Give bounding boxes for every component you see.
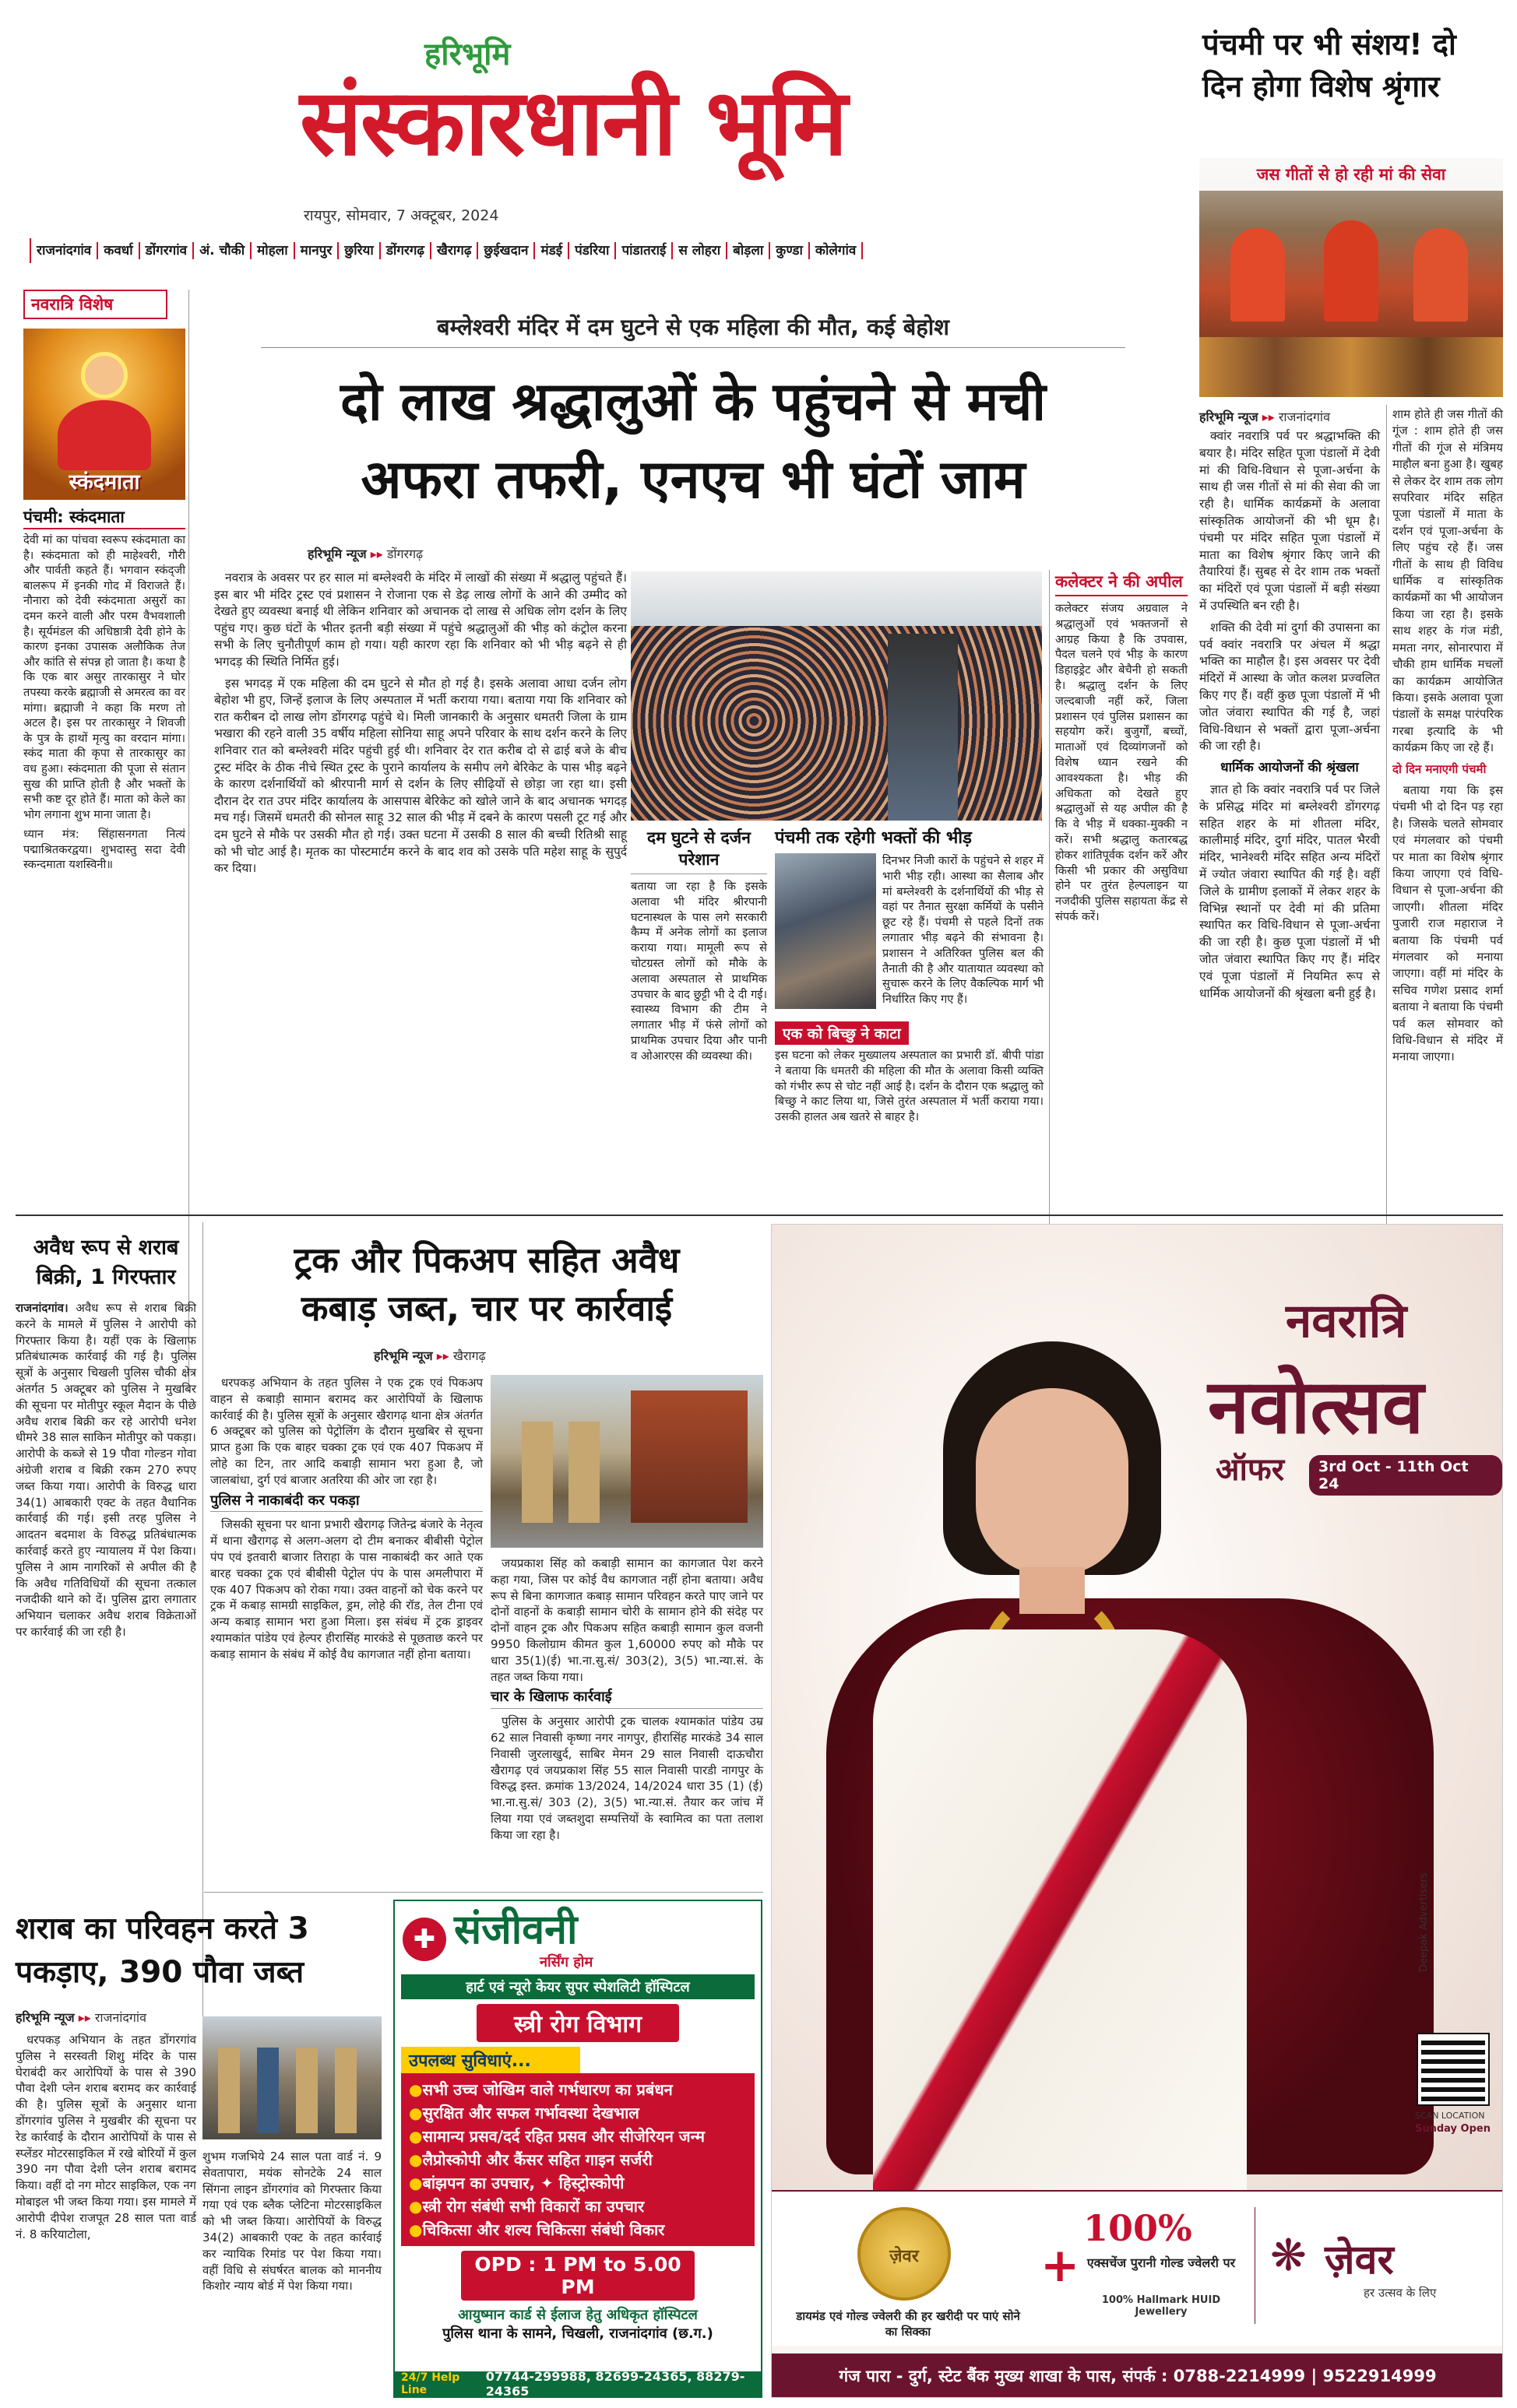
accused-figure (257, 2048, 279, 2133)
city-item[interactable]: मोहला (252, 242, 295, 259)
byline-brand: हरिभूमि न्यूज (1199, 410, 1258, 424)
city-item[interactable]: स लोहरा (673, 242, 727, 259)
exchange-text: एक्सचेंज पुरानी गोल्ड ज्वेलरी पर (1086, 2255, 1236, 2270)
lead-kicker: बम्लेश्वरी मंदिर में दम घुटने से एक महिला की मौत, कई बेहोश (437, 314, 949, 340)
facility-list (401, 2073, 755, 2246)
hallmark-text: 100% Hallmark HUID Jewellery (1101, 2294, 1221, 2318)
city-item[interactable]: छुरिया (339, 242, 381, 259)
city-item[interactable]: मानपुर (295, 242, 340, 259)
story-paragraph: बताया गया कि इस पंचमी भी दो दिन पड़ रहा है। जिसके चलते सोमवार एवं मंगलवार को पंचमी पर माता का विशेष श्रृंगार किया जाएगा एवं विधि-विधान से पूजा-अर्चना की जाएगी। शीतला मंदिर पुजारी राज महाराज ने बताया कि पंचमी पर्व मंगलवार को मनाया जाएगा। वहीं मां मंदिर के सचिव गणेश प्रसाद शर्मा बताया ने बताया कि पंचमी पर्व कल सोमवार को विधि-विधान से मंदिर में मनाया जाएगा। (1392, 782, 1503, 1064)
ad-offer: ऑफर (1216, 1452, 1285, 1488)
hospital-logo-icon: ✚ (403, 1918, 446, 1961)
story-paragraph: ध्यान मंत्र: सिंहासनगता नित्यं पद्माश्रितकरद्वया। शुभदास्तु सदा देवी स्कन्दमाता यशस्विनी॥ (23, 828, 185, 872)
liquor-headline: अवैध रूप से शराब बिक्री, 1 गिरफ्तार (33, 1236, 179, 1289)
subhead: चार के खिलाफ कार्रवाई (491, 1689, 763, 1709)
idol-figure (1324, 220, 1378, 322)
temple-photo (1199, 158, 1503, 397)
navratri-label: नवरात्रि विशेष (23, 290, 167, 319)
subhead: पुलिस ने नाकाबंदी कर पकड़ा (210, 1493, 483, 1513)
city-item[interactable]: अं. चौकी (194, 242, 252, 259)
city-item[interactable]: खैरागढ़ (431, 242, 478, 259)
subhead: धार्मिक आयोजनों की श्रृंखला (1220, 760, 1359, 776)
story-paragraph: धरपकड़ अभियान के तहत पुलिस ने एक ट्रक एवं पिकअप वाहन से कबाड़ी सामान बरामद कर आरोपियों के खिलाफ कार्रवाई की है। पुलिस सूत्रों के अनुसार खैरागढ़ थाना क्षेत्र अंतर्गत 6 अक्टूबर को पुलिस को पेट्रोलिंग के दौरान मुखबिर से सूचना प्राप्त हुआ कि एक बाहर चक्का ट्रक एवं एक 407 पिकअप में लोहे का टिन, तार आदि कबाड़ी सामान भरा हुआ है, जो जालबांधा, दुर्ग एवं बाजार अतरिया की ओर जा रहा है। (210, 1376, 483, 1487)
story-paragraph: कलेक्टर संजय अग्रवाल ने श्रद्धालुओं एवं भक्तजनों से आग्रह किया है कि उपवास, पैदल चलने एवं भीड़ के कारण डिहाइड्रेट और बेचैनी हो सकती है। श्रद्धालु दर्शन के लिए जल्दबाजी नहीं करें, जिला प्रशासन एवं पुलिस प्रशासन का सहयोग करें। बुजुर्गों, बच्चों, माताओं एवं दिव्यांगजनों को विशेष ध्यान रखने की आवश्यकता है। भीड़ की अधिकता को देखते हुए श्रद्धालुओं से यह अपील की है कि वे भीड़ में धक्का-मुक्की न करें। सभी श्रद्धालु कतारबद्ध होकर शांतिपूर्वक दर्शन करें और किसी भी प्रकार की असुविधा होने पर तुरंत हेल्पलाइन या नजदीकी पुलिस सहायता केंद्र से संपर्क करें। (1055, 602, 1188, 923)
city-item[interactable]: पंडरिया (569, 242, 616, 259)
hospital-address: पुलिस थाना के सामने, चिखली, राजनांदगांव (छ.ग.) (442, 2325, 713, 2342)
ad-offer-strip (772, 2190, 1503, 2346)
facilities-heading: उपलब्ध सुविधाएं... (401, 2047, 580, 2073)
city-item[interactable]: डोंगरगढ़ (381, 242, 431, 259)
facility-item: ● स्त्री रोग संबंधी सभी विकारों का उपचार (409, 2195, 747, 2218)
navratri-heading: पंचमी: स्कंदमाता (23, 506, 185, 529)
facility-item: ● सामान्य प्रसव/दर्द रहित प्रसव और सीजेरियन जन्म (409, 2125, 747, 2148)
officer-figure (522, 1422, 553, 1523)
byline-place: राजनांदगांव (1278, 410, 1330, 424)
city-item[interactable]: कुण्डा (770, 242, 810, 259)
truck (631, 1390, 748, 1523)
box-heading: दम घुटने से दर्जन परेशान (631, 827, 767, 874)
ad-address: गंज पारा - दुर्ग, स्टेट बैंक मुख्य शाखा के पास, संपर्क : 0788-2214999 | 9522914999 (772, 2354, 1503, 2398)
hospital-ad (393, 1900, 762, 2398)
story-paragraph: दिनभर निजी कारों के पहुंचने से शहर में भारी भीड़ रही। आस्था का सैलाब और मां बम्लेश्वरी के दर्शनार्थियों की भीड़ से वहां पर तैनात सुरक्षा कर्मियों के पसीने छूट रहे हैं। पंचमी से पहले दिनों तक लगातार भीड़ बढ़ने की संभावना है। प्रशासन ने अतिरिक्त पुलिस बल की तैनाती की है और यातायात व्यवस्था को सुचारू करने के लिए वैकल्पिक मार्ग भी निर्धारित किए गए हैं। (882, 854, 1044, 1007)
story-paragraph: ज्ञात हो कि क्वांर नवरात्रि पर्व पर जिले के प्रसिद्ध मंदिर मां बम्लेश्वरी डोंगरगढ़ सहित शहर के मां शीतला मंदिर, कालीमाई मंदिर, दुर्गा मंदिर, पातल भैरवी मंदिर, भानेश्वरी मंदिर सहित अन्य मंदिरों में ज्योत जंवारा स्थापित की गई है। वहीं जिले के ग्रामीण इलाकों में लेकर शहर के विभिन्न स्थानों पर देवी मां की प्रतिमा स्थापित कर विधि-विधान से पूजा-अर्चना की जा रही है। कुछ पूजा पंडालों में भी जोत जंवारा स्थापित किए गए हैं। मंदिर एवं पूजा पंडालों में नियमित रूप से धार्मिक आयोजनों की श्रृंखला बनी हुई है। (1199, 782, 1380, 1000)
ad-script-title: नवरात्रि (1286, 1294, 1407, 1348)
box-heading: पंचमी तक रहेगी भक्तों की भीड़ (775, 828, 972, 848)
brand-logo-icon: ❋ (1270, 2230, 1307, 2281)
story-paragraph: देवी मां का पांचवा स्वरूप स्कंदमाता का है। स्कंदमाता को ही माहेश्वरी, गौरी और पार्वती कहते हैं। भगवान स्कंद्जी बालरूप में इनकी गोद में विराजते हैं। नौनारा को देवी स्कंदमाता असुरों का दमन करने वाली और परम वैभवशाली है। सूर्यमंडल की अधिष्ठात्री देवी होने के कारण इनका उपासक अलौकिक तेज और कांति से संपन्न हो जाता है। कथा है कि एक बार असुर तारकासुर ने घोर तपस्या करके ब्रह्माजी से अमरत्व का वर मांगा। ब्रह्माजी ने कहा कि मरण तो अटल है। इस पर तारकासुर ने शिवजी के पुत्र के हाथों मृत्यु का वरदान मांगा। स्कंद माता की कृपा से तारकासुर का वध हुआ। स्कंदमाता की पूजा से संतान सुख की प्राप्ति होती है और भक्तों के सभी कष्ट दूर होते हैं। माता को केले का भोग लगाना शुभ माना जाता है। (23, 533, 185, 821)
hospital-tagline: हार्ट एवं न्यूरो केयर सुपर स्पेशलिटी हॉस्पिटल (401, 1974, 755, 1999)
city-item[interactable]: डोंगरगांव (140, 242, 194, 259)
facility-item: ● लैप्रोस्कोपी और कैंसर सहित गाइन सर्जरी (409, 2148, 747, 2171)
story-paragraph: पुलिस के अनुसार आरोपी ट्रक चालक श्यामकांत पांडेय उम्र 62 साल निवासी कृष्णा नगर नागपुर, हीरासिंह मारकंडे 34 साल निवासी जुरलाखुर्द, साबिर मेमन 29 साल निवासी दाऊचौरा खैरागढ़ एवं जयप्रकाश सिंह 55 साल निवासी पारडी नागपुर के विरुद्ध इस्त. क्रमांक 13/2024, 14/2024 धारा 35 (1) (ई) भा.ना.सु.सं/ 303 (2), 3(5) भा.न्या.सं. तैयार कर जांच में लिया गया एवं जब्तशुदा सम्पत्तियों के स्वामित्व का पता तलाश किया जा रहा है। (491, 1714, 763, 1842)
ad-main-title: नवोत्सव (1208, 1362, 1424, 1450)
byline-brand: हरिभूमि न्यूज (16, 2010, 75, 2025)
scan-label: SCAN LOCATION (1415, 2111, 1485, 2121)
officer-figure (568, 1422, 600, 1523)
sidebar-heading: कलेक्टर ने की अपील (1055, 571, 1188, 596)
transport-story: शराब का परिवहन करते 3 पकड़ाए, 390 पौवा जब्त हरिभूमि न्यूज ▸▸ राजनांदगांव धरपकड़ अभियान के तहत डोंगरगांव पुलिस ने सरस्वती शिशु मंदिर के पास घेराबंदी कर आरोपियों के पास से 390 पौवा देशी प्लेन शराब बरामद कर कार्रवाई की है। पुलिस सूत्रों के अनुसार थाना डोंगरगांव पुलिस ने मुखबीर की सूचना पर रेड कार्रवाई के दौरान आरोपियों के पास से स्प्लेंडर मोटरसाइकिल में रखे बोरियों में कुल 390 नग पौवा देशी प्लेन शराब बरामद किया। वहीं दो नग मोटर साइकिल, एक नग मोबाइल भी जब्त किया गया। इस मामले में आरोपी दीपेश राजपूत 28 साल पता वार्ड नं. 8 करियाटोला, शुभम गजभिये 24 साल पता वार्ड नं. 9 सेवतापारा, मयंक सोनटेके 24 साल सिंगना लाइन डोंगरगांव को गिरफ्तार किया गया एवं एक ब्लैक प्लेटिना मोटरसाइकिल को भी जब्त किया। आरोपियों के विरुद्ध 34(2) आबकारी एक्ट के तहत कार्रवाई कर न्यायिक रिमांड पर पेश किया गया। वहीं विधि से संघर्षरत बालक को माननीय किशोर न्याय बोर्ड में पेश किया गया। (16, 1907, 382, 2390)
ad-dates: 3rd Oct - 11th Oct 24 (1309, 1455, 1502, 1496)
person-figure (888, 634, 958, 821)
story-paragraph: जयप्रकाश सिंह को कबाड़ी सामान का कागजात पेश करने कहा गया, जिस पर कोई वैध कागजात नहीं होना बताया। अवैध रूप से बिना कागजात कबाड़ सामान परिवहन करते पाए जाने पर दोनों वाहनों के कबाड़ी सामान चोरी के सामान होने की संदेह पर दोनों वाहन ट्रक और पिकअप सहित कबाड़ी सामान कुल वजनी 9950 किलोग्राम कीमत कुल 1,60000 रुपए को मौके पर धारा 35(1)(ई) भा.ना.सु.सं/ 303(2), 3(5) भा.न्या.सं. के तहत जब्त किया गया। (491, 1556, 763, 1684)
ayushman-text: आयुष्मान कार्ड से ईलाज हेतु अधिकृत हॉस्पिटल (458, 2307, 698, 2323)
story-paragraph: शक्ति की देवी मां दुर्गा की उपासना का पर्व क्वांर नवरात्रि पर अंचल में श्रद्धा भक्ति का माहौल है। इस अवसर पर देवी मंदिरों में आस्था के जोत कलश प्रज्वलित किए गए हैं। वहीं कुछ पूजा पंडालों में भी जोत जंवारा स्थापित की गई है, जहां विधि-विधान से भक्तों द्वारा पूजा-अर्चना की जा रही है। (1199, 620, 1380, 754)
brand-tagline: हर उत्सव के लिए (1364, 2286, 1437, 2300)
city-item[interactable]: पांडातराई (616, 242, 673, 259)
crowd-photo-sky (631, 571, 1042, 626)
officer-figure (335, 2048, 357, 2133)
ad-credit: Deepak Advertisers (1418, 1872, 1430, 1972)
city-item[interactable]: राजनांदगांव (31, 242, 98, 259)
scrap-headline-1: ट्रक और पिकअप सहित अवैध (294, 1239, 680, 1281)
byline-place: खैरागढ़ (452, 1348, 486, 1363)
helpline-numbers: 07744-299988, 82699-24365, 88279-24365 (485, 2369, 745, 2399)
lead-headline-2: अफरा तफरी, एनएच भी घंटों जाम (361, 449, 1026, 511)
idol-figure (1413, 228, 1468, 322)
hospital-name: संजीवनी (454, 1907, 578, 1953)
top-right-headline: पंचमी पर भी संशय! दो दिन होगा विशेष श्रृंगार (1202, 27, 1456, 104)
lead-headline-1: दो लाख श्रद्धालुओं के पहुंचने से मची (340, 371, 1047, 433)
city-item[interactable]: मंडई (535, 242, 569, 259)
facility-item: ● सुरक्षित और सफल गर्भावस्था देखभाल (409, 2101, 747, 2125)
coin-text: डायमंड एवं गोल्ड ज्वेलरी की हर खरीदी पर पाएं सोने का सिक्का (796, 2309, 1020, 2339)
masthead-title: संस्कारधानी भूमि (300, 69, 846, 176)
hospital-subtitle: नर्सिंग होम (540, 1954, 593, 1970)
gold-coin (857, 2207, 951, 2301)
story-paragraph: नवरात्र के अवसर पर हर साल मां बम्लेश्वरी के मंदिर में लाखों की संख्या में श्रद्धालु पहुंचते हैं। इस बार भी मंदिर ट्रस्ट एवं प्रशासन ने रोजाना एक से डेढ़ लाख लोगों के आने की उम्मीद को देखते हुए व्यवस्था बनाई थी लेकिन शनिवार को अचानक दो लाख से अधिक लोग दर्शन के लिए पहुंच गए। कुछ घंटों के भीतर इतनी बड़ी संख्या में पहुंचे श्रद्धालुओं की भीड़ को कंट्रोल करना सभी के लिए चुनौतीपूर्ण काम हो गया। यही कारण रहा कि शनिवार को भी भीड़ बढ़ने से ही भगदड़ की स्थिति निर्मित हुई। (214, 571, 627, 669)
city-nav (30, 238, 1174, 263)
coin-brand: ज़ेवर (889, 2247, 919, 2266)
scrap-story: ट्रक और पिकअप सहित अवैध कबाड़ जब्त, चार पर कार्रवाई हरिभूमि न्यूज ▸▸ खैरागढ़ धरपकड़ अभियान के तहत पुलिस ने एक ट्रक एवं पिकअप वाहन से कबाड़ी सामान बरामद कर आरोपियों के खिलाफ कार्रवाई की है। पुलिस सूत्रों के अनुसार खैरागढ़ थाना क्षेत्र अंतर्गत 6 अक्टूबर को पुलिस को पेट्रोलिंग के दौरान मुखबिर से सूचना प्राप्त हुआ कि एक बाहर चक्का ट्रक एवं एक 407 पिकअप में लोहे का टिन, तार आदि कबाड़ी सामान भरा हुआ है, जो जालबांधा, दुर्ग एवं बाजार अतरिया की ओर जा रहा है। पुलिस ने नाकाबंदी कर पकड़ा जिसकी सूचना पर थाना प्रभारी खैरागढ़ जितेन्द्र बंजारे के नेतृत्व में थाना खैरागढ़ से अलग-अलग दो टीम बनाकर बीबीसी पेट्रोल पंप एवं इतवारी बाजार तिराहा के पास नाकाबंदी कर आते एक बारह चक्का ट्रक एवं बीबीसी पेट्रोल पंप के पास अमलीपारा में एक 407 पिकअप को रोका गया। उक्त वाहनों को चेक करने पर ट्रक में कबाड़ सामग्री साइकिल, ड्रम, लोहे की रॉड, तेल टीना एवं अन्य कबाड़ सामान भरा हुआ मिला। इस संबंध में ट्रक ड्राइवर श्यामकांत पांडेय एवं हेल्पर हीरासिंह मारकंडे से पूछताछ करने पर कबाड़ सामान के संबंध में कोई वैध कागजात नहीं होना बताया। जयप्रकाश सिंह को कबाड़ी सामान का कागजात पेश करने कहा गया, जिस पर कोई वैध कागजात नहीं होना बताया। अवैध रूप से बिना कागजात कबाड़ सामान परिवहन करते पाए जाने पर दोनों वाहनों के कबाड़ी सामान चोरी के सामान होने की संदेह पर दोनों वाहन ट्रक और पिकअप सहित कबाड़ी सामान कुल वजनी 9950 किलोग्राम कीमत कुल 1,60000 रुपए को मौके पर धारा 35(1)(ई) भा.ना.सु.सं/ 303(2), 3(5) भा.न्या.सं. के तहत जब्त किया गया। चार के खिलाफ कार्रवाई पुलिस के अनुसार आरोपी ट्रक चालक श्यामकांत पांडेय उम्र 62 साल निवासी कृष्णा नगर नागपुर, हीरासिंह मारकंडे 34 साल निवासी जुरलाखुर्द, साबिर मेमन 29 साल निवासी दाऊचौरा खैरागढ़ एवं जयप्रकाश सिंह 55 साल निवासी पारडी नागपुर के विरुद्ध इस्त. क्रमांक 13/2024, 14/2024 धारा 35 (1) (ई) भा.ना.सु.सं/ 303 (2), 3(5) भा.न्या.सं. तैयार कर जांच में लिया गया एवं जब्तशुदा सम्पत्तियों के स्वामित्व का पता तलाश किया जा रहा है। (210, 1222, 763, 2071)
city-item[interactable]: कवर्धा (98, 242, 139, 259)
story-paragraph: इस घटना को लेकर मुख्यालय अस्पताल का प्रभारी डॉ. बीपी पांडा ने बताया कि धमतरी की महिला की मौत के अलावा किसी व्यक्ति को गंभीर रूप से चोट नहीं आई है। दर्शन के दौरान एक श्रद्धालु को बिच्छु ने काट लिया था, जिसे तुरंत अस्पताल में भर्ती कराया गया। उसकी हालत अब खतरे से बाहर है। (775, 1049, 1044, 1124)
goddess-body (58, 400, 151, 470)
story-paragraph: जिसकी सूचना पर थाना प्रभारी खैरागढ़ जितेन्द्र बंजारे के नेतृत्व में थाना खैरागढ़ से अलग-अलग दो टीम बनाकर बीबीसी पेट्रोल पंप एवं इतवारी बाजार तिराहा के पास नाकाबंदी कर आते एक बारह चक्का ट्रक एवं बीबीसी पेट्रोल पंप के पास अमलीपारा में एक 407 पिकअप को रोका गया। उक्त वाहनों को चेक करने पर ट्रक में कबाड़ सामग्री साइकिल, ड्रम, लोहे की रॉड, तेल टीना एवं अन्य कबाड़ सामान भरा हुआ मिला। इस संबंध में ट्रक ड्राइवर श्यामकांत पांडेय एवं हेल्पर हीरासिंह मारकंडे से पूछताछ करने पर कबाड़ सामान के संबंध में कोई वैध कागजात नहीं होना बताया। (210, 1517, 483, 1661)
story-paragraph: अवैध रूप से शराब बिक्री करने के मामले में पुलिस ने आरोपी को गिरफ्तार किया है। यहीं एक के खिलाफ प्रतिबंधात्मक कार्रवाई की गई है। पुलिस सूत्रों के अनुसार चिखली पुलिस चौकी क्षेत्र अंतर्गत 5 अक्टूबर को पुलिस ने मुखबिर की सूचना पर मोतीपुर स्कूल मैदान के पीछे अवैध शराब बिक्री कर रहे आरोपी धनेश धीमरे 38 साल साकिन मोतीपुर को पकड़ा। आरोपी के कब्जे से 19 पौवा गोल्डन गोवा अंग्रेजी शराब व बिक्री रकम 270 रुपए जब्त किया गया। आरोपी के विरुद्ध धारा 34(1) आबकारी एक्ट के तहत वैधानिक कार्रवाई की गई। इसी तरह पुलिस ने आदतन बदमाश के विरुद्ध प्रतिबंधात्मक कार्रवाई करते हुए न्यायालय में पेश किया। पुलिस ने आम नागरिकों से अपील की है कि अवैध गतिविधियों की सूचना तत्काल नजदीकी थाने को दें। पुलिस द्वारा लगातार अभियान चलाकर अवैध शराब विक्रेताओं पर कार्रवाई की जा रही है। (16, 1301, 196, 1639)
top-right-story: पंचमी पर भी संशय! दो दिन होगा विशेष श्रृंगार जस गीतों से हो रही मां की सेवा हरिभूमि न्यूज ▸▸ राजनांदगांव क्वांर नवरात्रि पर्व पर श्रद्धाभक्ति की बयार है। मंदिर सहित पूजा पंडालों में देवी मां की विधि-विधान से पूजा-अर्चना के साथ ही जस गीतों से मां की सेवा की जा रही है। धार्मिक कार्यक्रमों के अलावा सांस्कृतिक आयोजनों की भी धूम है। पंचमी पर मंदिर सहित पूजा पंडालों में माता का विशेष श्रृंगार किए जाने की तैयारियां हैं। सुबह से देर शाम तक भक्तों का मंदिरों एवं पूजा पंडालों में बड़ी संख्या में उपस्थिति बन रही है। शक्ति की देवी मां दुर्गा की उपासना का पर्व क्वांर नवरात्रि पर अंचल में श्रद्धा भक्ति का माहौल है। इस अवसर पर देवी मंदिरों में आस्था के जोत कलश प्रज्वलित किए गए हैं। वहीं कुछ पूजा पंडालों में भी जोत जंवारा स्थापित की गई है, जहां विधि-विधान से भक्तों द्वारा पूजा-अर्चना की जा रही है। धार्मिक आयोजनों की श्रृंखला ज्ञात हो कि क्वांर नवरात्रि पर्व पर जिले के प्रसिद्ध मंदिर मां बम्लेश्वरी डोंगरगढ़ सहित शहर के मां शीतला मंदिर, कालीमाई मंदिर, दुर्गा मंदिर, पातल भैरवी मंदिर, भानेश्वरी मंदिर सहित अन्य मंदिरों में ज्योत जंवारा स्थापित की गई है। वहीं जिले के ग्रामीण इलाकों में लेकर शहर के विभिन्न स्थानों पर देवी मां की प्रतिमा स्थापित कर विधि-विधान से पूजा-अर्चना की जा रही है। कुछ पूजा पंडालों में भी जोत जंवारा स्थापित किए गए हैं। मंदिर एवं पूजा पंडालों में नियमित रूप से धार्मिक आयोजनों की श्रृंखला बनी हुई है। शाम होते ही जस गीतों की गूंज : शाम होते ही जस गीतों की गूंज से मंत्रिमय माहौल बना हुआ है। खुबह से लेकर देर शाम तक लोग सपरिवार मंदिर सहित पूजा पंडालों में माता के दर्शन एवं पूजा-अर्चना के लिए पहुंच रहे हैं। जस गीतों के साथ ही विविध धार्मिक व सांस्कृतिक कार्यक्रमों का भी आयोजन किया जा रहा है। इसके साथ शहर के गंज मंडी, ममता नगर, सोनारपारा में चौकी हाम धार्मिक मचलों का कार्यक्रम आयोजित किया। इसके अलावा पूजा पंडालों के समक्ष पारंपरिक गरबा इत्यादि के भी कार्यक्रम किए जा रहे हैं। दो दिन मनाएगी पंचमी बताया गया कि इस पंचमी भी दो दिन पड़ रहा है। जिसके चलते सोमवार एवं मंगलवार को पंचमी पर माता का विशेष श्रृंगार किया जाएगा एवं विधि-विधान से पूजा-अर्चना की जाएगी। शीतला मंदिर पुजारी राज महाराज ने बताया कि पंचमी पर्व मंगलवार को मनाया जाएगा। वहीं मां मंदिर के सचिव गणेश प्रसाद शर्मा बताया ने बताया कि पंचमी पर्व कल सोमवार को विधि-विधान से मंदिर में मनाया जाएगा। (1199, 16, 1503, 1394)
city-item[interactable]: कोलेगांव (810, 242, 863, 259)
lead-story: बम्लेश्वरी मंदिर में दम घुटने से एक महिला की मौत, कई बेहोश दो लाख श्रद्धालुओं के पहुंचने से मची अफरा तफरी, एनएच भी घंटों जाम हरिभूमि न्यूज ▸▸ डोंगरगढ़ नवरात्र के अवसर पर हर साल मां बम्लेश्वरी के मंदिर में लाखों की संख्या में श्रद्धालु पहुंचते हैं। इस बार भी मंदिर ट्रस्ट एवं प्रशासन ने रोजाना एक से डेढ़ लाख लोगों के आने की उम्मीद को देखते हुए व्यवस्था बनाई थी लेकिन शनिवार को अचानक दो लाख से अधिक लोग दर्शन के लिए पहुंच गए। कुछ घंटों के भीतर इतनी बड़ी संख्या में पहुंचे श्रद्धालुओं की भीड़ को कंट्रोल करना सभी के लिए चुनौतीपूर्ण काम हो गया। यही कारण रहा कि शनिवार को भी भीड़ बढ़ने से ही भगदड़ की स्थिति निर्मित हुई। इस भगदड़ में एक महिला की दम घुटने से मौत हो गई है। इसके अलावा आधा दर्जन लोग बेहोश भी हुए, जिन्हें इलाज के लिए अस्पताल में भर्ती कराया गया। बताया गया कि शनिवार को रात करीबन दो लाख लोग डोंगरगढ़ पहुंचे थे। मिली जानकारी के अनुसार धमतरी जिला के ग्राम भखारा की रहने वाली 35 वर्षीय महिला सोनिया साहू अपने परिवार के साथ दर्शन करने के लिए शनिवार रात को बम्लेश्वरी मंदिर पहुंची हुई थी। शनिवार देर रात करीब दो से ढाई बजे के बीच ट्रस्ट मंदिर के ठीक नीचे स्थित ट्रस्ट के पुराने कार्यालय के समीप लगे बेरिकेट के पास भीड़ बढ़ने के कारण दर्शनार्थियों को श्रीरपानी मार्ग से दर्शन के लिए सीढ़ियों से छोड़ा जा रहा था। इसी दौरान देर रात उपर मंदिर कार्यालय के आसपास बेरिकेट को खोले जाने के बाद अचानक भगदड़ मच गई। जिसमें धमतरी की सोनल साहू 32 साल की भीड़ में दबने के कारण पसली टूट गई और दम घुटने से मौके पर उसकी मौत हो गई। उक्त घटना में उसकी 8 साल की बच्ची रितिश्री साहू को भी चोट आई है। मृतक का पोस्टमार्टम करने के बाद शव को उसके पति महेश साहू के सुपुर्द कर दिया। कलेक्टर ने की अपील कलेक्टर संजय अग्रवाल ने श्रद्धालुओं एवं भक्तजनों से आग्रह किया है कि उपवास, पैदल चलने एवं भीड़ के कारण डिहाइड्रेट और बेचैनी हो सकती है। श्रद्धालु दर्शन के लिए जल्दबाजी नहीं करें, जिला प्रशासन एवं पुलिस प्रशासन का सहयोग करें। बुजुर्गों, बच्चों, माताओं एवं दिव्यांगजनों को विशेष ध्यान रखने की आवश्यकता है। भीड़ की अधिकता को देखते हुए श्रद्धालुओं से यह अपील की है कि वे भीड़ में धक्का-मुक्की न करें। सभी श्रद्धालु कतारबद्ध होकर शांतिपूर्वक दर्शन करें और किसी भी प्रकार की असुविधा होने पर तुरंत हेल्पलाइन या नजदीकी पुलिस सहायता केंद्र से संपर्क करें। दम घुटने से दर्जन परेशान बताया जा रहा है कि इसके अलावा भी मंदिर श्रीरपानी घटनास्थल के पास लगे सरकारी कैम्प में अनेक लोगों का इलाज कराया गया। मामूली रूप से चोटग्रस्त लोगों को मौके के अलावा अस्पताल से प्राथमिक उपचार के बाद छुट्टी भी दे दी गई। स्वास्थ्य विभाग की टीम ने लगातार भीड़ में फंसे लोगों को प्राथमिक उपचार दिया और पानी व ओआरएस की व्यवस्था की। पंचमी तक रहेगी भक्तों की भीड़ दिनभर निजी कारों के पहुंचने से शहर में भारी भीड़ रही। आस्था का सैलाब और मां बम्लेश्वरी के दर्शनार्थियों की भीड़ से वहां पर तैनात सुरक्षा कर्मियों के पसीने छूट रहे हैं। पंचमी से पहले दिनों तक लगातार भीड़ बढ़ने की संभावना है। प्रशासन ने अतिरिक्त पुलिस बल की तैनाती की है और यातायात व्यवस्था को सुचारू करने के लिए वैकल्पिक मार्ग भी निर्धारित किए गए हैं। एक को बिच्छु ने काटा इस घटना को लेकर मुख्यालय अस्पताल का प्रभारी डॉ. बीपी पांडा ने बताया कि धमतरी की महिला की मौत के अलावा किसी व्यक्ति को गंभीर रूप से चोट नहीं आई है। दर्शन के दौरान एक श्रद्धालु को बिच्छु ने काट लिया था, जिसे तुरंत अस्पताल में भर्ती कराया गया। उसकी हालत अब खतरे से बाहर है। (199, 290, 1188, 1395)
story-paragraph: शाम होते ही जस गीतों की गूंज : शाम होते ही जस गीतों की गूंज से मंत्रिमय माहौल बना हुआ है। खुबह से लेकर देर शाम तक लोग सपरिवार मंदिर सहित पूजा पंडालों में माता के दर्शन एवं पूजा-अर्चना के लिए पहुंच रहे हैं। जस गीतों के साथ ही विविध धार्मिक व सांस्कृतिक कार्यक्रमों का भी आयोजन किया जा रहा है। इसके साथ शहर के गंज मंडी, ममता नगर, सोनारपारा में चौकी हाम धार्मिक मचलों का कार्यक्रम आयोजित किया। इसके अलावा पूजा पंडालों के समक्ष पारंपरिक गरबा इत्यादि के भी कार्यक्रम किए जा रहे हैं। (1392, 407, 1503, 755)
story-paragraph: क्वांर नवरात्रि पर्व पर श्रद्धाभक्ति की बयार है। मंदिर सहित पूजा पंडालों में देवी मां की विधि-विधान से पूजा-अर्चना के साथ ही जस गीतों से मां की सेवा की जा रही है। धार्मिक कार्यक्रमों के अलावा सांस्कृतिक आयोजनों की भी धूम है। पंचमी पर मंदिर सहित पूजा पंडालों में माता का विशेष श्रृंगार किए जाने की तैयारियां हैं। सुबह से देर शाम तक भक्तों का मंदिरों एवं पूजा पंडालों में बड़ी संख्या में उपस्थिति बन रही है। (1199, 429, 1380, 613)
byline-brand: हरिभूमि न्यूज (308, 547, 367, 561)
arrest-photo (202, 2016, 382, 2139)
hospital-dept: स्त्री रोग विभाग (477, 2004, 679, 2042)
plus-icon: + (1040, 2238, 1080, 2293)
qr-code[interactable] (1418, 2034, 1488, 2104)
idol-figure (1230, 228, 1285, 322)
dateline: रायपुर, सोमवार, 7 अक्टूबर, 2024 (304, 207, 499, 224)
facility-item: ● सभी उच्च जोखिम वाले गर्भधारण का प्रबंधन (409, 2078, 747, 2101)
goddess-name: स्कंदमाता (69, 470, 140, 494)
opd-timing: OPD : 1 PM to 5.00 PM (461, 2251, 695, 2301)
box-heading: एक को बिच्छु ने काटा (775, 1021, 909, 1045)
masthead (23, 16, 1176, 265)
facility-item: ● बांझपन का उपचार, ✦ हिस्ट्रोस्कोपी (409, 2171, 747, 2195)
goddess-face (81, 352, 128, 399)
facility-item: ● चिकित्सा और शल्य चिकित्सा संबंधी विकार (409, 2218, 747, 2241)
officer-figure (218, 2048, 240, 2133)
crowd-photo (631, 571, 1042, 821)
brand-name: ज़ेवर (1325, 2236, 1394, 2283)
byline-brand: हरिभूमि न्यूज (374, 1348, 433, 1363)
helpline-label: 24/7 Help Line (401, 2371, 460, 2396)
story-paragraph: धरपकड़ अभियान के तहत डोंगरगांव पुलिस ने सरस्वती शिशु मंदिर के पास घेराबंदी कर आरोपियों के पास से 390 पौवा देशी प्लेन शराब बरामद कर कार्रवाई की है। पुलिस सूत्रों के अनुसार थाना डोंगरगांव पुलिस ने मुखबीर की सूचना पर रेड कार्रवाई के दौरान आरोपियों के पास से स्प्लेंडर मोटरसाइकिल में रखे बोरियों में कुल 390 नग पौवा देशी प्लेन शराब बरामद किया। वहीं दो नग मोटर साइकिल, एक नग मोबाइल भी जब्त किया गया। इस मामले में आरोपी दीपेश राजपूत 28 साल पता वार्ड नं. 8 करियाटोला, (16, 2033, 196, 2241)
dateline-place: राजनांदगांव। (16, 1301, 69, 1315)
jewellery-ad (771, 1224, 1503, 2398)
goddess-image (23, 329, 185, 500)
city-item[interactable]: छुईखदान (478, 242, 535, 259)
kalash-row (1199, 337, 1503, 397)
story-paragraph: शुभम गजभिये 24 साल पता वार्ड नं. 9 सेवतापारा, मयंक सोनटेके 24 साल सिंगना लाइन डोंगरगांव को गिरफ्तार किया गया एवं एक ब्लैक प्लेटिना मोटरसाइकिल को भी जब्त किया। आरोपियों के विरुद्ध 34(2) आबकारी एक्ट के तहत कार्रवाई कर न्यायिक रिमांड पर पेश किया गया। वहीं विधि से संघर्षरत बालक को माननीय किशोर न्याय बोर्ड में पेश किया गया। (202, 2150, 382, 2294)
officer-figure (296, 2048, 318, 2133)
byline-place: डोंगरगढ़ (386, 547, 424, 561)
sunday-label: Sunday Open (1415, 2123, 1491, 2135)
exchange-percent: 100% (1083, 2207, 1192, 2249)
photo-caption: जस गीतों से हो रही मां की सेवा (1199, 158, 1503, 191)
model-face (976, 1388, 1128, 1575)
model-saree (873, 1629, 1247, 2190)
story-paragraph: इस भगदड़ में एक महिला की दम घुटने से मौत हो गई है। इसके अलावा आधा दर्जन लोग बेहोश भी हुए, जिन्हें इलाज के लिए अस्पताल में भर्ती कराया गया। बताया गया कि शनिवार को रात करीबन दो लाख लोग डोंगरगढ़ पहुंचे थे। मिली जानकारी के अनुसार धमतरी जिला के ग्राम भखारा की रहने वाली 35 वर्षीय महिला सोनिया साहू अपने परिवार के साथ दर्शन करने के लिए शनिवार रात को बम्लेश्वरी मंदिर पहुंची हुई थी। शनिवार देर रात करीब दो से ढाई बजे के बीच ट्रस्ट मंदिर के ठीक नीचे स्थित ट्रस्ट के पुराने कार्यालय के समीप लगे बेरिकेट के पास भीड़ बढ़ने के कारण दर्शनार्थियों को श्रीरपानी मार्ग से दर्शन के लिए सीढ़ियों से छोड़ा जा रहा था। इसी दौरान देर रात उपर मंदिर कार्यालय के आसपास बेरिकेट को खोले जाने के बाद अचानक भगदड़ मच गई। जिसमें धमतरी की सोनल साहू 32 साल की भीड़ में दबने के कारण पसली टूट गई और दम घुटने से मौके पर उसकी मौत हो गई। उक्त घटना में उसकी 8 साल की बच्ची रितिश्री साहू को भी चोट आई है। मृतक का पोस्टमार्टम करने के बाद शव को उसके पति महेश साहू के सुपुर्द कर दिया। (214, 676, 627, 876)
queue-photo (775, 853, 876, 1009)
story-paragraph: बताया जा रहा है कि इसके अलावा भी मंदिर श्रीरपानी घटनास्थल के पास लगे सरकारी कैम्प में अनेक लोगों का इलाज कराया गया। मामूली रूप से चोटग्रस्त लोगों को मौके के अलावा अस्पताल से प्राथमिक उपचार के बाद छुट्टी भी दे दी गई। स्वास्थ्य विभाग की टीम ने लगातार भीड़ में फंसे लोगों को प्राथमिक उपचार दिया और पानी व ओआरएस की व्यवस्था की। (631, 880, 767, 1063)
scrap-headline-2: कबाड़ जब्त, चार पर कार्रवाई (301, 1288, 673, 1329)
city-item[interactable]: बोड़ला (727, 242, 770, 259)
masthead-brand-small: हरिभूमि (424, 36, 511, 72)
police-truck-photo (491, 1375, 763, 1548)
byline-place: राजनांदगांव (94, 2010, 146, 2025)
transport-headline: शराब का परिवहन करते 3 पकड़ाए, 390 पौवा जब्त (16, 1911, 309, 1990)
subhead: दो दिन मनाएगी पंचमी (1392, 761, 1487, 776)
